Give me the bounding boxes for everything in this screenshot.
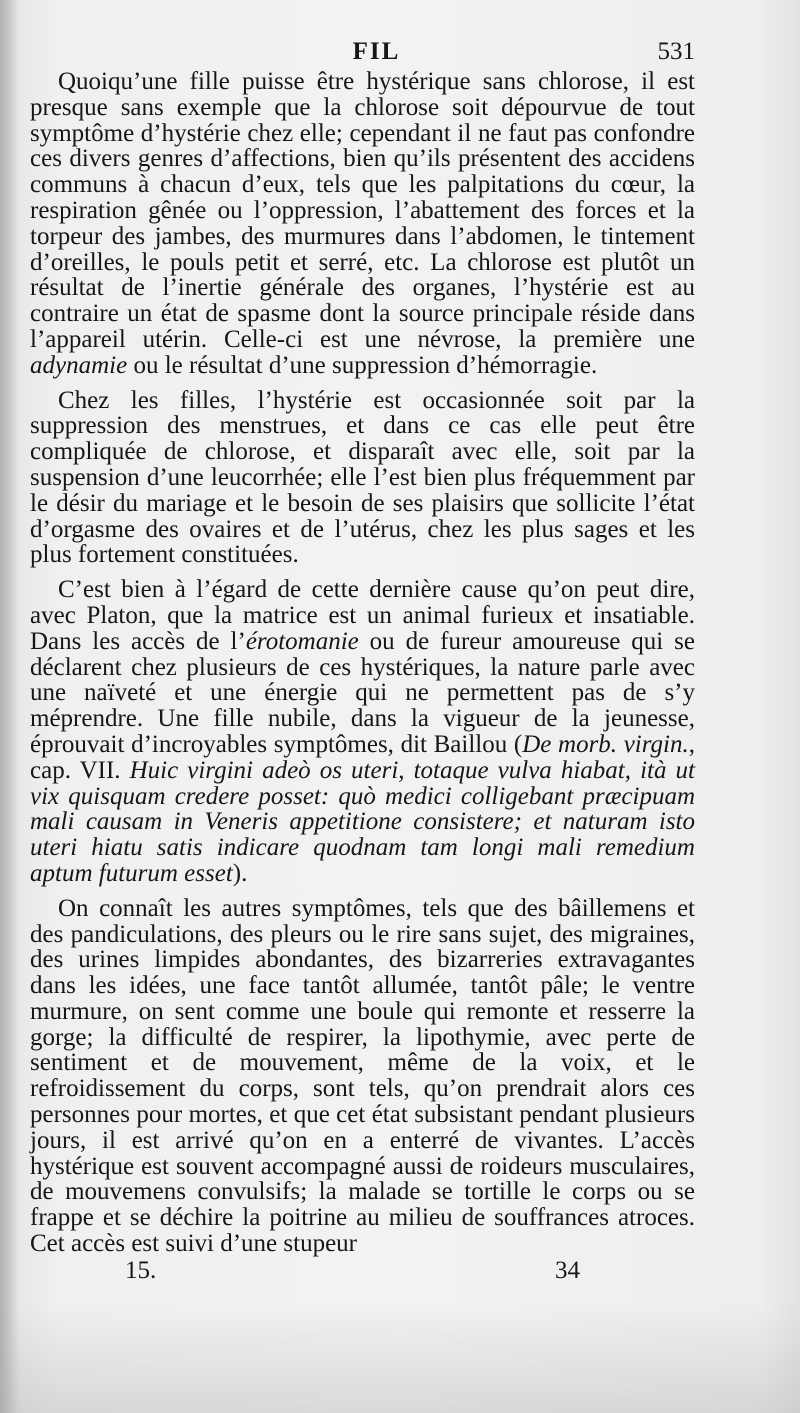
page-bottom-shadow [0, 1303, 800, 1413]
paragraph [30, 69, 695, 379]
italic-text-segment: adynamie [30, 351, 128, 379]
paragraph [30, 577, 695, 887]
italic-text-segment: De morb. virgin. [522, 730, 689, 758]
paragraph [30, 388, 695, 569]
page-number: 531 [657, 38, 695, 65]
page-footer [30, 1257, 695, 1289]
text-segment: C’est bien à l’égard de cette dernière cause qu’on peut dire, avec Platon, que la matrice est un animal furieux et insatiable. Dans les accès de l’ [30, 576, 695, 655]
text-segment: Quoiqu’une fille puisse être hystérique sans chlorose, il est presque sans exemple que la chlorose soit dépourvue de tout symptôme d’hystérie chez elle; cependant il ne faut pas confondre ces divers genres d’affections, bien qu’ils présentent des accidens communs à chacun d’eux, tels que les palpitations du cœur, la respiration gênée ou l’oppression, l’abattement des forces et la torpeur des jambes, des murmures dans l’abdomen, le tintement d’oreilles, le pouls petit et serré, etc. La chlorose est plutôt un résultat de l’inertie générale des organes, l’hystérie est au contraire un état de spasme dont la source principale réside dans l’appareil utérin. Celle-ci est une névrose, la première une [30, 68, 695, 353]
text-segment: ou le résultat d’une suppression d’hémorragie. [127, 351, 598, 379]
italic-text-segment: Huic virgini adeò os uteri, totaque vulva hiabat, ità ut vix quisquam credere posset: quò medici colligebant præcipuam mali causam in Veneris appetitione consistere; et naturam isto uteri hiatu satis indicare quodnam tam longi mali remedium aptum futurum esset [30, 756, 695, 887]
text-segment: ). [232, 859, 248, 887]
signature-mark-right: 34 [555, 1257, 580, 1284]
italic-text-segment: érotomanie [245, 627, 359, 655]
text-segment: , cap. VII. [30, 730, 695, 784]
page-gutter-shadow [0, 0, 18, 1413]
text-segment: Chez les filles, l’hystérie est occasionnée soit par la suppression des menstrues, et dans ce cas elle peut être compliquée de chlorose, et disparaît avec elle, soit par la suspension d’une leucorrhée; elle l’est bien plus fréquemment par le désir du mariage et le besoin de ses plaisirs que sollicite l’état d’orgasme des ovaires et de l’utérus, chez les plus sages et les plus fortement constituées. [30, 386, 695, 569]
paragraph [30, 896, 695, 1257]
text-segment: ou de fureur amoureuse qui se déclarent chez plusieurs de ces hystériques, la nature parle avec une naïveté et une énergie qui ne permettent pas de s’y méprendre. Une fille nubile, dans la vigueur de la jeunesse, éprouvait d’incroyables symptômes, dit Baillou ( [30, 627, 695, 758]
text-segment: On connaît les autres symptômes, tels que des bâillemens et des pandiculations, des pleurs ou le rire sans sujet, des migraines, des urines limpides abondantes, des bizarreries extravagantes dans les idées, une face tantôt allumée, tantôt pâle; le ventre murmure, on sent comme une boule qui remonte et resserre la gorge; la difficulté de respirer, la lipothymie, avec perte de sentiment et de mouvement, même de la voix, et le refroidissement du corps, sont tels, qu’on prendrait alors ces personnes pour mortes, et que cet état subsistant pendant plusieurs jours, il est arrivé qu’on en a enterré de vivantes. L’accès hystérique est souvent accompagné aussi de roideurs musculaires, de mouvemens convulsifs; la malade se tortille le corps ou se frappe et se déchire la poitrine au milieu de souffrances atroces. Cet accès est suivi d’une stupeur [30, 894, 695, 1258]
body-text [30, 69, 695, 1257]
signature-mark-left: 15. [125, 1257, 157, 1284]
running-head: FIL [352, 38, 401, 65]
